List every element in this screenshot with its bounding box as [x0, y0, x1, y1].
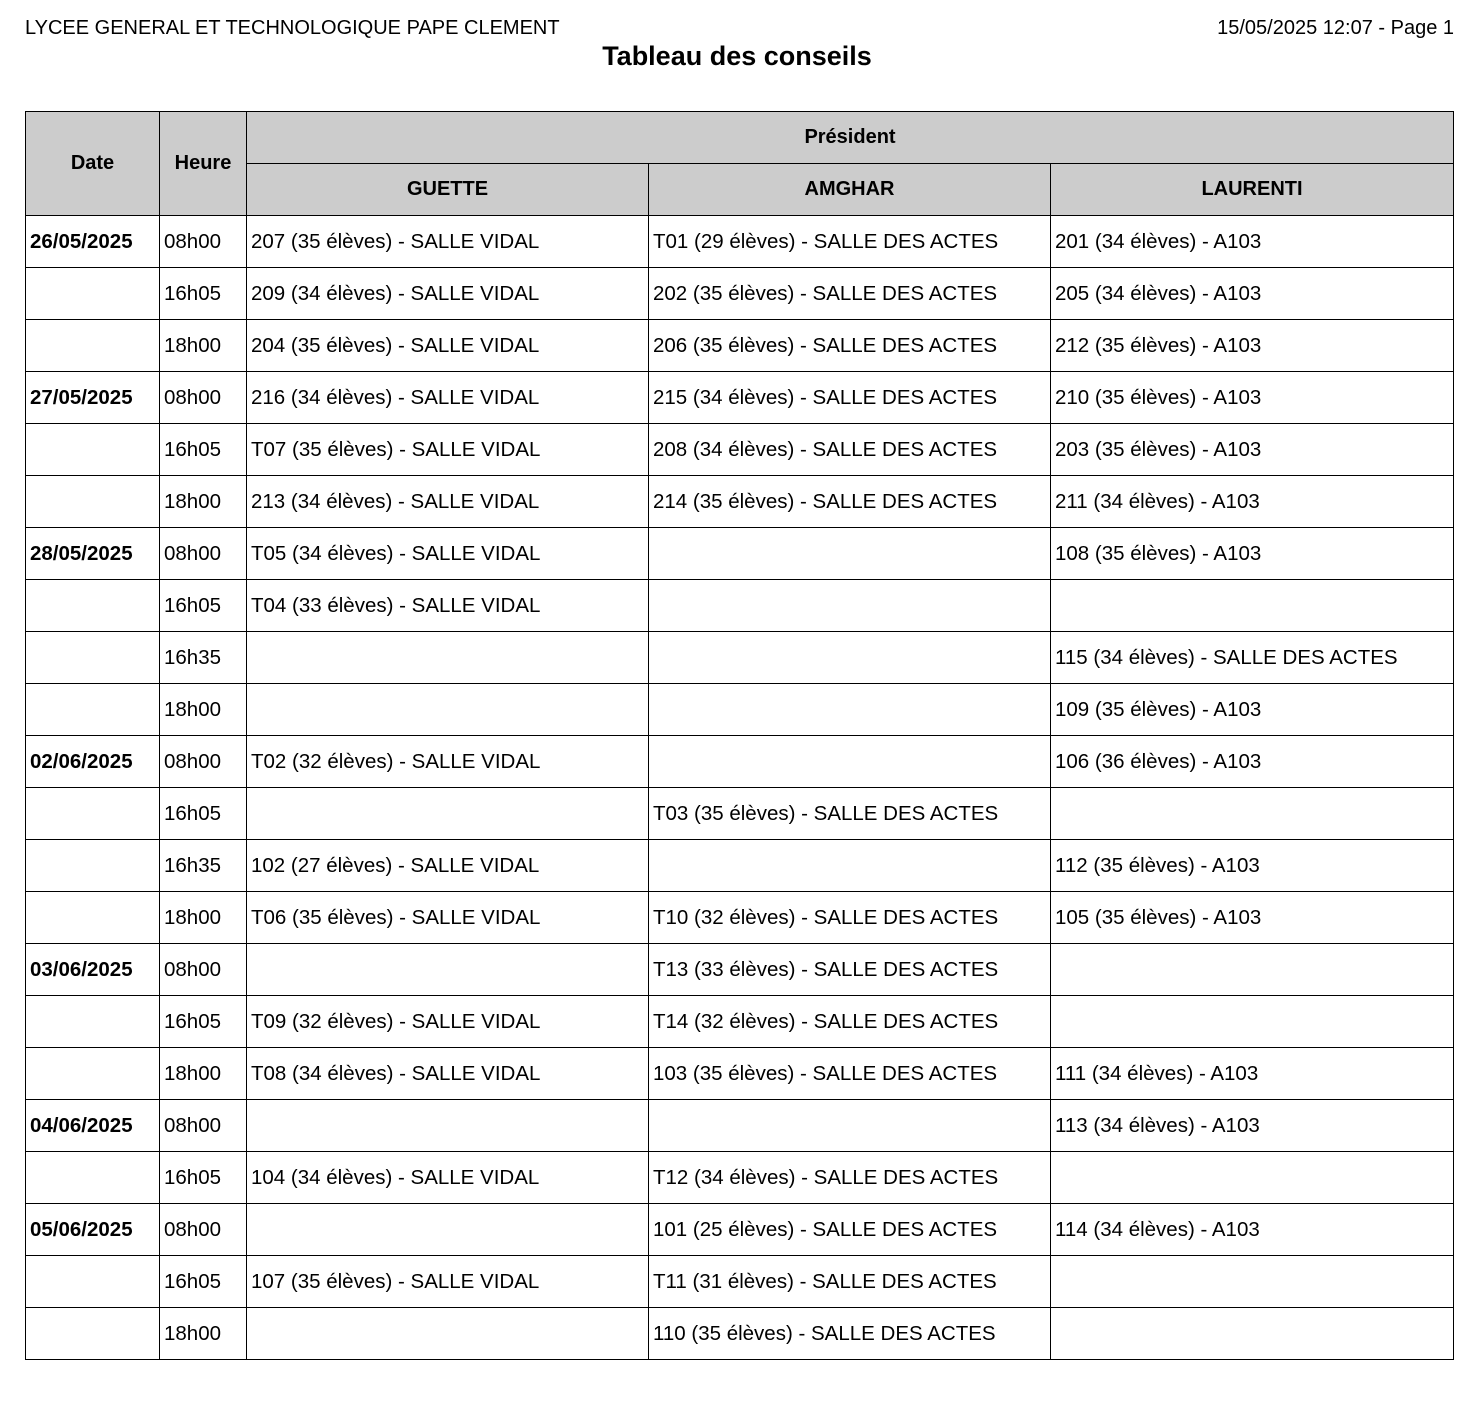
- date-cell: [26, 1256, 160, 1308]
- cell-amghar: 110 (35 élèves) - SALLE DES ACTES: [649, 1308, 1051, 1360]
- table-row: [26, 580, 1454, 632]
- hour-cell: 18h00: [160, 320, 247, 372]
- hour-cell: 16h35: [160, 632, 247, 684]
- hour-cell: 16h05: [160, 268, 247, 320]
- cell-amghar: [649, 1100, 1051, 1152]
- table-row: [26, 1256, 1454, 1308]
- cell-guette: T02 (32 élèves) - SALLE VIDAL: [247, 736, 649, 788]
- cell-guette: 209 (34 élèves) - SALLE VIDAL: [247, 268, 649, 320]
- cell-guette: T09 (32 élèves) - SALLE VIDAL: [247, 996, 649, 1048]
- cell-laurenti: [1051, 1308, 1454, 1360]
- cell-guette: 204 (35 élèves) - SALLE VIDAL: [247, 320, 649, 372]
- table-row: [26, 216, 1454, 268]
- hour-cell: 16h05: [160, 1152, 247, 1204]
- cell-guette: T05 (34 élèves) - SALLE VIDAL: [247, 528, 649, 580]
- date-cell: [26, 684, 160, 736]
- cell-guette: T06 (35 élèves) - SALLE VIDAL: [247, 892, 649, 944]
- table-row: [26, 632, 1454, 684]
- table-row: [26, 892, 1454, 944]
- table-row: [26, 1100, 1454, 1152]
- cell-amghar: 206 (35 élèves) - SALLE DES ACTES: [649, 320, 1051, 372]
- cell-amghar: T13 (33 élèves) - SALLE DES ACTES: [649, 944, 1051, 996]
- hour-cell: 08h00: [160, 372, 247, 424]
- hour-cell: 08h00: [160, 736, 247, 788]
- hour-cell: 16h05: [160, 1256, 247, 1308]
- cell-guette: 102 (27 élèves) - SALLE VIDAL: [247, 840, 649, 892]
- table-row: [26, 372, 1454, 424]
- hour-cell: 16h05: [160, 788, 247, 840]
- date-cell: 03/06/2025: [26, 944, 160, 996]
- cell-laurenti: 113 (34 élèves) - A103: [1051, 1100, 1454, 1152]
- table-header: [26, 112, 1454, 216]
- cell-guette: [247, 632, 649, 684]
- column-header-date: Date: [26, 112, 160, 216]
- cell-laurenti: [1051, 996, 1454, 1048]
- date-cell: [26, 632, 160, 684]
- cell-laurenti: 115 (34 élèves) - SALLE DES ACTES: [1051, 632, 1454, 684]
- table-row: [26, 424, 1454, 476]
- cell-amghar: T11 (31 élèves) - SALLE DES ACTES: [649, 1256, 1051, 1308]
- date-cell: 26/05/2025: [26, 216, 160, 268]
- hour-cell: 18h00: [160, 892, 247, 944]
- cell-laurenti: 212 (35 élèves) - A103: [1051, 320, 1454, 372]
- table-row: [26, 1048, 1454, 1100]
- column-header-amghar: AMGHAR: [649, 164, 1051, 216]
- cell-laurenti: 106 (36 élèves) - A103: [1051, 736, 1454, 788]
- cell-guette: 216 (34 élèves) - SALLE VIDAL: [247, 372, 649, 424]
- cell-guette: T07 (35 élèves) - SALLE VIDAL: [247, 424, 649, 476]
- table-row: [26, 268, 1454, 320]
- cell-laurenti: 112 (35 élèves) - A103: [1051, 840, 1454, 892]
- table-row: [26, 1204, 1454, 1256]
- cell-guette: [247, 1204, 649, 1256]
- date-cell: 05/06/2025: [26, 1204, 160, 1256]
- cell-laurenti: [1051, 788, 1454, 840]
- column-header-laurenti: LAURENTI: [1051, 164, 1454, 216]
- table-row: [26, 1308, 1454, 1360]
- date-cell: 27/05/2025: [26, 372, 160, 424]
- cell-amghar: T10 (32 élèves) - SALLE DES ACTES: [649, 892, 1051, 944]
- date-cell: [26, 1152, 160, 1204]
- hour-cell: 16h05: [160, 996, 247, 1048]
- date-cell: [26, 320, 160, 372]
- table-body: [26, 216, 1454, 1360]
- column-header-hour: Heure: [160, 112, 247, 216]
- cell-amghar: T03 (35 élèves) - SALLE DES ACTES: [649, 788, 1051, 840]
- cell-guette: [247, 944, 649, 996]
- hour-cell: 16h05: [160, 580, 247, 632]
- cell-amghar: [649, 580, 1051, 632]
- date-cell: [26, 476, 160, 528]
- cell-guette: [247, 1100, 649, 1152]
- date-cell: 04/06/2025: [26, 1100, 160, 1152]
- cell-laurenti: 108 (35 élèves) - A103: [1051, 528, 1454, 580]
- cell-laurenti: [1051, 1256, 1454, 1308]
- cell-laurenti: 211 (34 élèves) - A103: [1051, 476, 1454, 528]
- cell-guette: [247, 788, 649, 840]
- cell-guette: 207 (35 élèves) - SALLE VIDAL: [247, 216, 649, 268]
- councils-table: [25, 111, 1454, 1360]
- cell-laurenti: 210 (35 élèves) - A103: [1051, 372, 1454, 424]
- date-cell: [26, 788, 160, 840]
- hour-cell: 08h00: [160, 1204, 247, 1256]
- date-cell: [26, 268, 160, 320]
- table-row: [26, 1152, 1454, 1204]
- cell-laurenti: [1051, 1152, 1454, 1204]
- date-cell: 02/06/2025: [26, 736, 160, 788]
- table-row: [26, 736, 1454, 788]
- cell-laurenti: 105 (35 élèves) - A103: [1051, 892, 1454, 944]
- cell-guette: 104 (34 élèves) - SALLE VIDAL: [247, 1152, 649, 1204]
- cell-amghar: [649, 840, 1051, 892]
- cell-amghar: 101 (25 élèves) - SALLE DES ACTES: [649, 1204, 1051, 1256]
- date-cell: [26, 1308, 160, 1360]
- hour-cell: 08h00: [160, 528, 247, 580]
- cell-amghar: T12 (34 élèves) - SALLE DES ACTES: [649, 1152, 1051, 1204]
- table-row: [26, 528, 1454, 580]
- hour-cell: 08h00: [160, 1100, 247, 1152]
- cell-amghar: [649, 632, 1051, 684]
- page-header: [0, 0, 1474, 110]
- cell-laurenti: [1051, 580, 1454, 632]
- hour-cell: 18h00: [160, 684, 247, 736]
- table-row: [26, 320, 1454, 372]
- date-cell: [26, 1048, 160, 1100]
- cell-guette: T04 (33 élèves) - SALLE VIDAL: [247, 580, 649, 632]
- cell-amghar: 215 (34 élèves) - SALLE DES ACTES: [649, 372, 1051, 424]
- cell-guette: T08 (34 élèves) - SALLE VIDAL: [247, 1048, 649, 1100]
- date-cell: [26, 424, 160, 476]
- cell-amghar: 214 (35 élèves) - SALLE DES ACTES: [649, 476, 1051, 528]
- date-cell: [26, 580, 160, 632]
- cell-laurenti: 114 (34 élèves) - A103: [1051, 1204, 1454, 1256]
- cell-laurenti: 109 (35 élèves) - A103: [1051, 684, 1454, 736]
- cell-amghar: [649, 528, 1051, 580]
- cell-amghar: T14 (32 élèves) - SALLE DES ACTES: [649, 996, 1051, 1048]
- hour-cell: 08h00: [160, 216, 247, 268]
- cell-guette: 213 (34 élèves) - SALLE VIDAL: [247, 476, 649, 528]
- page-title: Tableau des conseils: [602, 41, 872, 71]
- header-row-group: [26, 112, 1454, 164]
- cell-laurenti: 203 (35 élèves) - A103: [1051, 424, 1454, 476]
- cell-laurenti: 205 (34 élèves) - A103: [1051, 268, 1454, 320]
- table-row: [26, 788, 1454, 840]
- cell-guette: [247, 684, 649, 736]
- table-row: [26, 840, 1454, 892]
- hour-cell: 16h05: [160, 424, 247, 476]
- cell-amghar: T01 (29 élèves) - SALLE DES ACTES: [649, 216, 1051, 268]
- date-cell: 28/05/2025: [26, 528, 160, 580]
- date-cell: [26, 996, 160, 1048]
- hour-cell: 18h00: [160, 1308, 247, 1360]
- cell-amghar: [649, 736, 1051, 788]
- cell-laurenti: 201 (34 élèves) - A103: [1051, 216, 1454, 268]
- date-cell: [26, 840, 160, 892]
- table-row: [26, 684, 1454, 736]
- column-group-president: Président: [247, 112, 1454, 164]
- hour-cell: 18h00: [160, 476, 247, 528]
- table-row: [26, 996, 1454, 1048]
- print-date-page: 15/05/2025 12:07 - Page 1: [1217, 17, 1454, 39]
- table-row: [26, 476, 1454, 528]
- cell-guette: [247, 1308, 649, 1360]
- cell-amghar: 202 (35 élèves) - SALLE DES ACTES: [649, 268, 1051, 320]
- column-header-guette: GUETTE: [247, 164, 649, 216]
- cell-amghar: 103 (35 élèves) - SALLE DES ACTES: [649, 1048, 1051, 1100]
- cell-guette: 107 (35 élèves) - SALLE VIDAL: [247, 1256, 649, 1308]
- date-cell: [26, 892, 160, 944]
- table-row: [26, 944, 1454, 996]
- hour-cell: 18h00: [160, 1048, 247, 1100]
- school-name: LYCEE GENERAL ET TECHNOLOGIQUE PAPE CLEMENT: [25, 17, 560, 39]
- cell-laurenti: [1051, 944, 1454, 996]
- hour-cell: 08h00: [160, 944, 247, 996]
- cell-amghar: 208 (34 élèves) - SALLE DES ACTES: [649, 424, 1051, 476]
- hour-cell: 16h35: [160, 840, 247, 892]
- cell-laurenti: 111 (34 élèves) - A103: [1051, 1048, 1454, 1100]
- cell-amghar: [649, 684, 1051, 736]
